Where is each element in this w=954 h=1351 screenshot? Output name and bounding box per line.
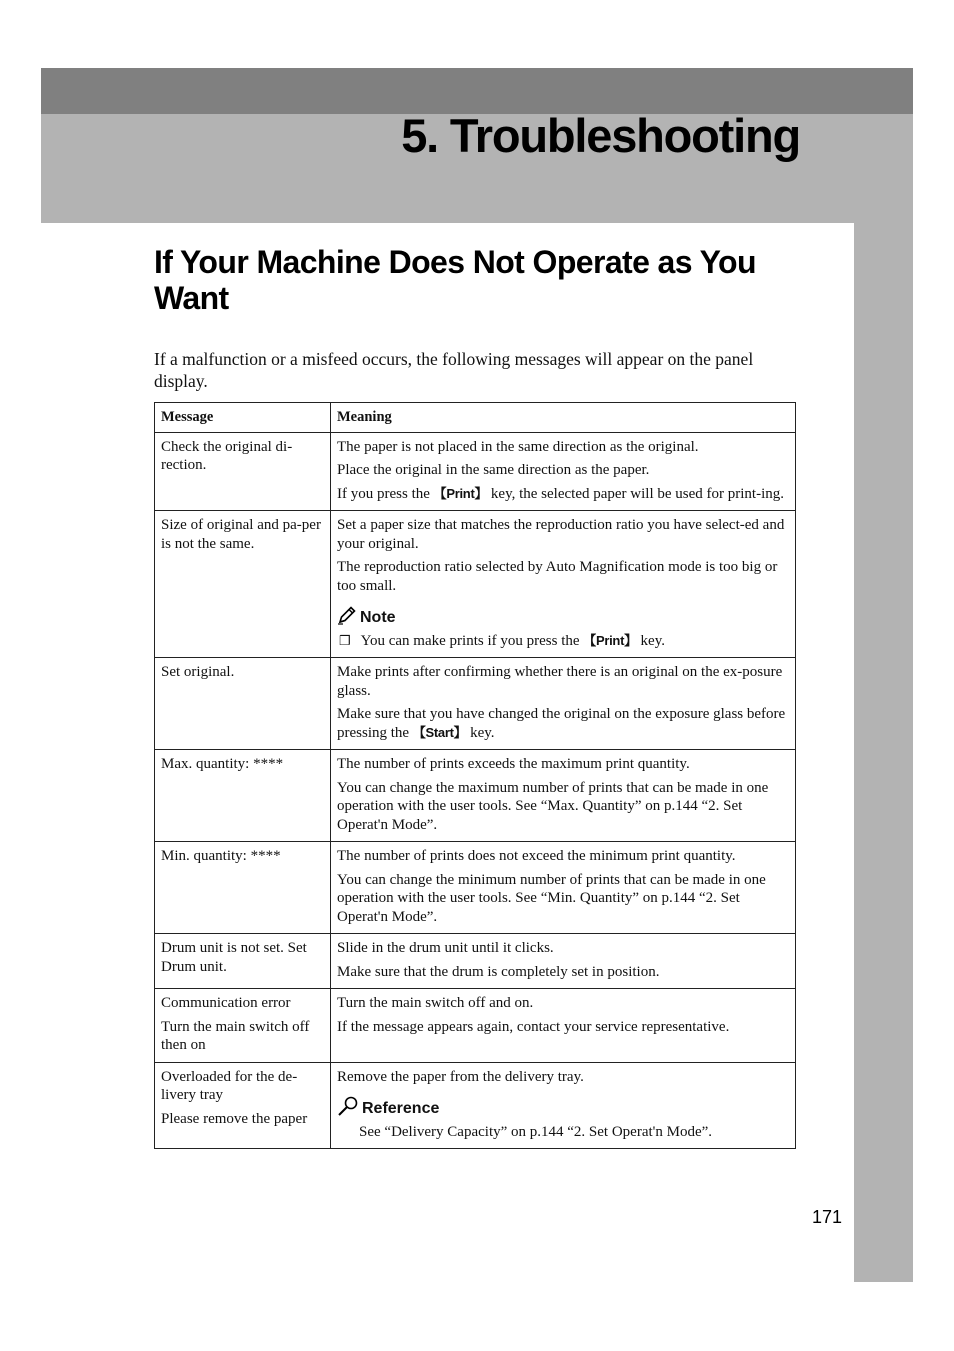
meaning-text: The number of prints exceeds the maximum print quantity. [337,756,690,772]
message-cell [155,989,331,1063]
message-text: Drum unit is not set. Set Drum unit. [161,940,307,975]
meaning-text [337,485,789,504]
table-row [155,1062,796,1149]
table-header-row [155,403,796,433]
message-cell [155,842,331,934]
meaning-text: Make prints after confirming whether there is an original on the ex-posure glass. [337,664,783,699]
meaning-text: You can change the minimum number of prints that can be made in one operation with the user tools. See “Min. Quantity” on p.144 “2. Set Operat'n Mode”. [337,871,766,925]
meaning-cell [331,432,796,511]
message-text: Max. quantity: **** [161,756,284,772]
meaning-text: Remove the paper from the delivery tray. [337,1068,584,1085]
note-text-after: key. [636,632,665,649]
table-row [155,934,796,989]
meaning-text: Place the original in the same direction as the paper. [337,462,650,478]
message-text: Min. quantity: **** [161,848,281,864]
message-cell [155,750,331,842]
meaning-text: Slide in the drum unit until it clicks. [337,940,554,956]
checkbox-bullet-icon: ❒ [339,632,351,648]
meaning-cell [331,658,796,750]
intro-paragraph: If a malfunction or a misfeed occurs, the following messages will appear on the panel display. [154,349,754,391]
meaning-cell [331,989,796,1063]
meaning-text: The paper is not placed in the same direction as the original. [337,438,699,455]
key-label: 【Print】 [433,485,488,501]
meaning-text: Turn the main switch off and on. [337,995,534,1011]
key-label: 【Start】 [412,724,467,740]
message-cell [155,432,331,511]
table-body [155,432,796,1149]
message-cell [155,934,331,989]
header-message: Message [155,403,331,433]
message-table [154,402,796,1149]
message-text: Turn the main switch off then on [161,1018,310,1053]
note-text [361,632,665,651]
table-row [155,658,796,750]
note-item [337,632,789,651]
meaning-text-before: Make sure that you have changed the original on the exposure glass before pressing the [337,706,786,741]
reference-heading [337,1096,789,1122]
meaning-cell [331,511,796,658]
meaning-cell [331,842,796,934]
message-text: Overloaded for the de-livery tray [161,1068,298,1103]
table-row [155,842,796,934]
meaning-text: If the message appears again, contact your service representative. [337,1018,730,1035]
table-row [155,989,796,1063]
meaning-text: The reproduction ratio selected by Auto Magnification mode is too big or too small. [337,559,778,594]
note-heading [337,605,789,631]
page-number: 171 [812,1207,843,1227]
chapter-title: 5. Troubleshooting [401,109,800,162]
note-text-before: You can make prints if you press the [360,632,584,649]
meaning-text: Set a paper size that matches the reproduction ratio you have select-ed and your original. [337,517,785,552]
meaning-text: The number of prints does not exceed the minimum print quantity. [337,848,736,864]
message-text: Check the original di-rection. [161,438,293,473]
meaning-text-after: key, the selected paper will be used for print-ing. [487,485,785,502]
section-heading: If Your Machine Does Not Operate as You Want [154,244,756,316]
meaning-cell [331,934,796,989]
message-text: Communication error [161,995,291,1011]
message-cell [155,1062,331,1149]
message-text: Please remove the paper [161,1110,308,1127]
table-row [155,511,796,658]
header-meaning: Meaning [331,403,796,433]
magnifier-reference-icon [337,1096,359,1122]
side-thumb-tab [854,223,913,1282]
meaning-text-before: If you press the [337,485,434,502]
message-cell [155,511,331,658]
pencil-note-icon [337,605,357,631]
message-cell [155,658,331,750]
meaning-text [337,705,789,742]
meaning-text: Make sure that the drum is completely set in position. [337,963,660,980]
meaning-text-after: key. [466,724,495,741]
meaning-text: You can change the maximum number of prints that can be made in one operation with the user tools. See “Max. Quantity” on p.144 “2. Set Operat'n Mode”. [337,779,769,833]
key-label: 【Print】 [583,632,637,648]
table-row [155,750,796,842]
meaning-cell [331,1062,796,1149]
meaning-cell [331,750,796,842]
message-text: Set original. [161,664,235,680]
reference-label: Reference [362,1099,440,1117]
reference-text: See “Delivery Capacity” on p.144 “2. Set Operat'n Mode”. [359,1123,713,1140]
table-row [155,432,796,511]
message-text: Size of original and pa-per is not the same. [161,517,321,552]
note-label: Note [360,608,396,626]
